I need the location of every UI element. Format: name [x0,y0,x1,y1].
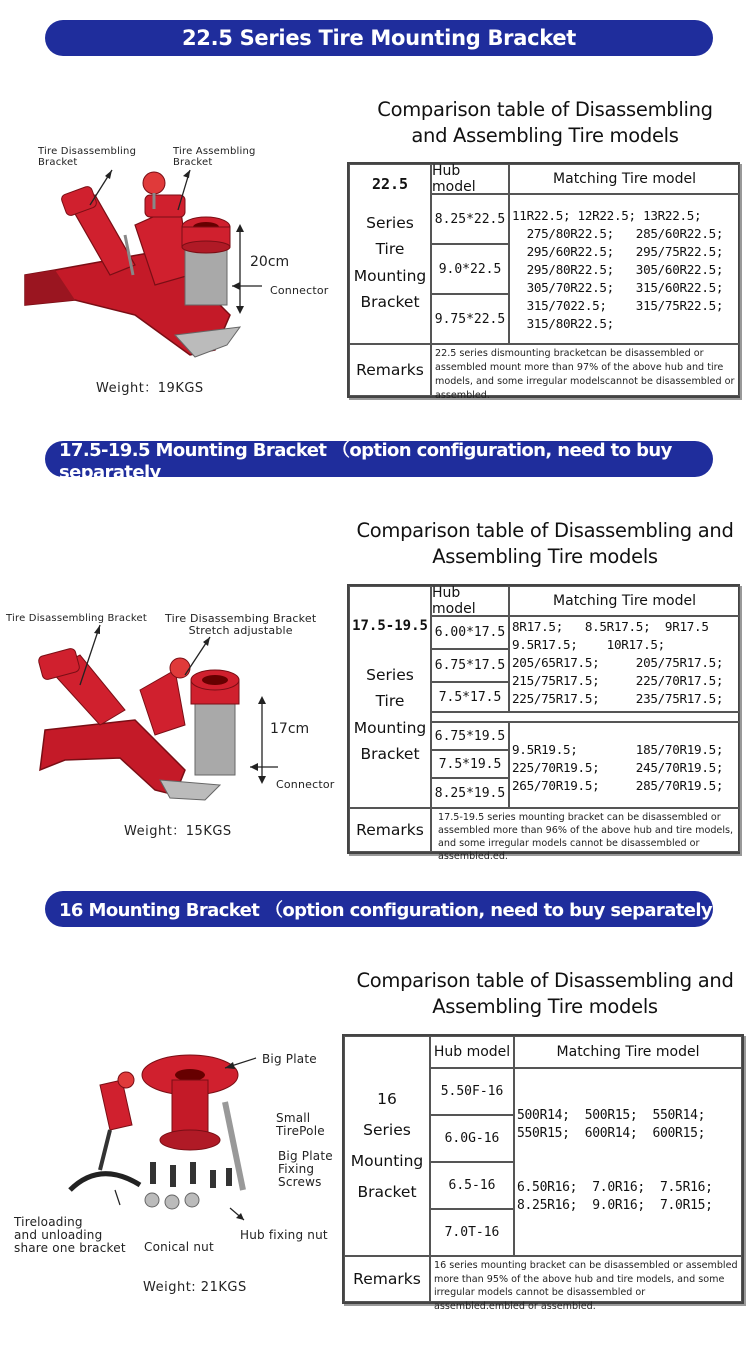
hub-cell: 8.25*19.5 [431,778,509,808]
hub-cell: 6.5-16 [430,1162,514,1209]
weight-21kgs: Weight: 21KGS [143,1280,247,1295]
bracket2-arrows [0,612,350,805]
tire-header: Matching Tire model [509,586,740,616]
series-code: 17.5-19.5 [352,618,428,634]
dimension-17cm: 17cm [270,721,310,737]
section2-banner-text: 17.5-19.5 Mounting Bracket （option configuration, need to buy separately [59,439,672,483]
remarks-label: Remarks [344,1256,430,1302]
section2-banner [45,439,713,483]
table-22-5 [347,162,740,401]
hub-cell: 9.0*22.5 [431,244,509,294]
hub-cell: 5.50F-16 [430,1068,514,1115]
table-17-5-19-5 [347,584,740,862]
callout-tireloading: Tireloading and unloading share one bracket [14,1215,126,1255]
hub-cell: 6.0G-16 [430,1115,514,1162]
callout-connector: Connector [270,284,329,297]
tire-list-17-5: 8R17.5; 8.5R17.5; 9R17.5 9.5R17.5; 10R17.5; 205/65R17.5; 205/75R17.5; 215/75R17.5; 225/70R17.5; 225/75R17.5; 235/75R17.5; [509,616,740,712]
callout-stretch-adjustable: Tire Disassembing Bracket Stretch adjustable [165,612,317,637]
callout-fixing-screws: Big Plate Fixing Screws [278,1149,333,1189]
weight-19kgs: Weight：19KGS [96,381,204,396]
hub-cell: 7.0T-16 [430,1209,514,1256]
hub-header: Hub model [431,164,509,194]
hub-header: Hub model [431,586,509,616]
hub-cell: 7.5*17.5 [431,682,509,712]
tire-list: 500R14; 500R15; 550R14; 550R15; 600R14; 600R15; 6.50R16; 7.0R16; 7.5R16; 8.25R16; 9.0R16; 7.0R15; [514,1068,742,1256]
section1-banner [45,20,713,56]
section3-banner-text: 16 Mounting Bracket （option configuration, need to buy separately [59,900,713,921]
series-cell: 22.5 Series Tire Mounting Bracket [349,164,431,344]
series-cell: 16 Series Mounting Bracket [344,1036,430,1256]
table-16 [342,1034,744,1312]
section3-banner [45,891,713,927]
remarks-text: 17.5-19.5 series mounting bracket can be disassembled or assembled more than 96% of the above hub and tire models, and some irregular models cannot be disassembled or assembled.ed. [431,808,740,852]
spacer-cell [431,712,740,722]
series-code: 22.5 [371,175,409,193]
hub-cell: 9.75*22.5 [431,294,509,344]
series-code: 16 [377,1090,397,1108]
section1-banner-text: 22.5 Series Tire Mounting Bracket [181,26,577,50]
tire-list: 11R22.5; 12R22.5; 13R22.5; 275/80R22.5; 285/60R22.5; 295/60R22.5; 295/75R22.5; 295/80R22.5; 305/60R22.5; 305/70R22.5; 315/60R22.5; 315/7022.5; 315/75R22.5; 315/80R22.5; [509,194,740,344]
remarks-label: Remarks [349,808,431,852]
callout-hub-fixing-nut: Hub fixing nut [240,1228,328,1242]
bracket1-arrows [0,140,350,340]
tire-list-19-5: 9.5R19.5; 185/70R19.5; 225/70R19.5; 245/70R19.5; 265/70R19.5; 285/70R19.5; [509,722,740,808]
hub-cell: 6.75*19.5 [431,722,509,750]
tire-header: Matching Tire model [514,1036,742,1068]
section3-table-title: Comparison table of Disassembling and Assembling Tire models [356,969,734,1018]
callout-disassembling-bracket: Tire Disassembling Bracket [6,613,148,624]
callout-small-tire-pole: Small TirePole [276,1111,325,1138]
series-cell: 17.5-19.5 Series Tire Mounting Bracket [349,586,431,808]
remarks-text: 22.5 series dismounting bracketcan be disassembled or assembled mount more than 97% of the above hub and tire models, and some irregular modelscannot be disassembled or assembled. [431,344,740,396]
hub-cell: 6.00*17.5 [431,616,509,649]
tire-header: Matching Tire model [509,164,740,194]
remarks-text: 16 series mounting bracket can be disassembled or assembled more than 95% of the above hub and tire models, and some irregular models cannot be disassembled or assembled.embled or assembled. [430,1256,742,1302]
hub-cell: 6.75*17.5 [431,649,509,682]
section2-table-title: Comparison table of Disassembling and Assembling Tire models [356,519,734,568]
callout-disassembling-bracket: Tire Disassembling Bracket [38,146,137,168]
callout-assembling-bracket: Tire Assembling Bracket [173,146,256,168]
dimension-20cm: 20cm [250,254,290,270]
callout-connector: Connector [276,778,335,791]
hub-cell: 7.5*19.5 [431,750,509,778]
remarks-label: Remarks [349,344,431,396]
callout-conical-nut: Conical nut [144,1240,214,1254]
hub-cell: 8.25*22.5 [431,194,509,244]
weight-15kgs: Weight：15KGS [124,824,232,839]
hub-header: Hub model [430,1036,514,1068]
section1-table-title: Comparison table of Disassembling and Assembling Tire models [377,98,713,147]
callout-big-plate: Big Plate [262,1052,317,1066]
